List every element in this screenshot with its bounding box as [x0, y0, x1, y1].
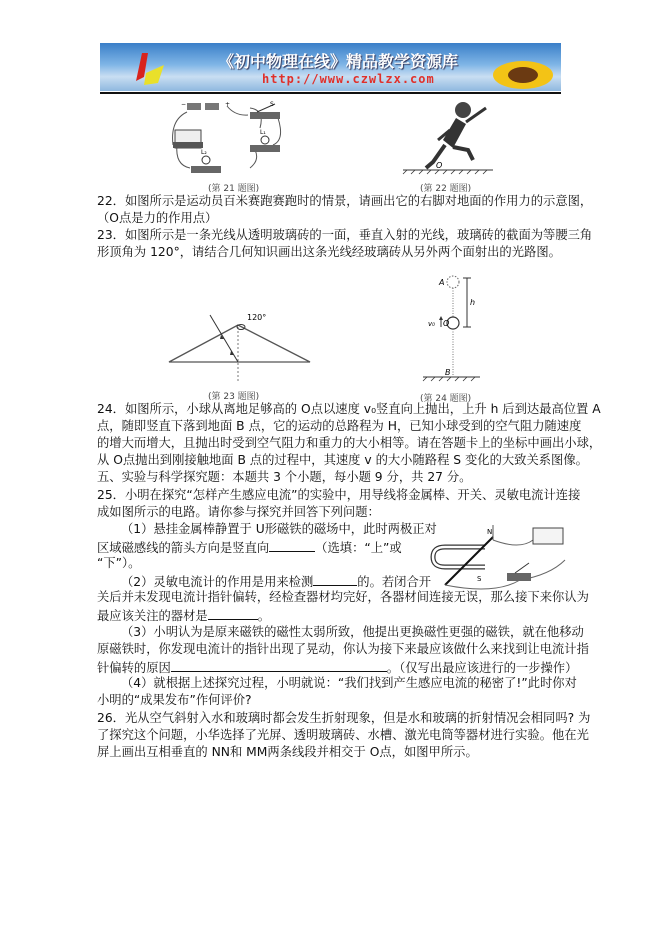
fig22-o: O: [436, 161, 443, 170]
q25-part3-line-2: 原磁铁时，你发现电流计的指针出现了晃动，你认为接下来最应该做什么来找到让电流计指: [97, 642, 589, 656]
q25-part3-text: 针偏转的原因: [97, 661, 171, 675]
fig23-angle: 120°: [247, 313, 267, 322]
fig24-o: O: [443, 319, 450, 328]
q25-part1-line-3: “下”）。: [97, 556, 141, 570]
q24-line-4: 从 O点抛出到刚接触地面 B 点的过程中，其速度 v 的大小随路程 S 变化的大致关系图像。: [97, 453, 588, 467]
q25-line-2: 成如图所示的电路。请你参与探究并回答下列问题：: [97, 505, 380, 519]
section-5-heading: 五、实验与科学探究题：本题共 3 个小题，每小题 9 分，共 27 分。: [97, 470, 472, 484]
q26-line-1: 26．光从空气斜射入水和玻璃时都会发生折射现象，但是水和玻璃的折射情况会相同吗? 为: [97, 711, 591, 725]
figure-25-apparatus: [425, 525, 570, 590]
q22-line-1: 22．如图所示是运动员百米赛跑赛跑时的情景，请画出它的右脚对地面的作用力的示意图，: [97, 194, 593, 208]
fig24-v0: v₀: [428, 320, 435, 328]
q25-line-1: 25．小明在探究“怎样产生感应电流”的实验中，用导线将金属棒、开关、灵敏电流计连接: [97, 488, 581, 502]
banner-title: 《初中物理在线》精品教学资源库: [218, 52, 459, 71]
figure-22-runner: [398, 100, 493, 178]
q25-part2-text: （2）灵敏电流计的作用是用来检测: [121, 575, 314, 589]
q25-part2-line-2: 关后并未发现电流计指针偏转，经检查器材均完好，各器材间连接无误，那么接下来你认为: [97, 590, 589, 604]
q25-part2-text-e: 。: [257, 609, 270, 623]
q24-line-2: 点，随即竖直下落到地面 B 点，它的运动的总路程为 H，已知小球受到的空气阻力随速度: [97, 419, 582, 433]
fig21-minus: −: [181, 101, 187, 108]
q24-line-1: 24．如图所示，小球从离地足够高的 O点以速度 v₀竖直向上抛出，上升 h 后到达最高位置 A: [97, 402, 601, 416]
figure-24-ball: [415, 272, 480, 388]
figure-21-circuit: [165, 100, 290, 178]
q25-part4-line-2: 小明的“成果发布”作何评价?: [97, 693, 252, 707]
fig24-h: h: [470, 298, 476, 307]
answer-blank-2[interactable]: [313, 572, 357, 586]
figure-23-caption: (第 23 题图): [208, 392, 260, 402]
fig24-b: B: [445, 368, 451, 377]
q26-line-2: 了探究这个问题，小华选择了光屏、透明玻璃砖、水槽、激光电筒等器材进行实验。他在光: [97, 728, 589, 742]
q25-part1-line-2: [97, 538, 402, 557]
figure-22-caption: (第 22 题图): [420, 184, 472, 194]
fig25-n: N: [487, 528, 493, 536]
figure-23-prism: [165, 305, 315, 383]
answer-blank-4[interactable]: [171, 658, 387, 672]
fig21-plus: +: [225, 101, 231, 108]
answer-blank-3[interactable]: [208, 606, 258, 620]
header-banner: [100, 43, 561, 91]
q25-part4-line-1: （4）就根据上述探究过程，小明就说：“我们找到产生感应电流的秘密了!”此时你对: [121, 676, 577, 690]
q25-part2-text-b: 的。若闭合开: [357, 575, 432, 589]
banner-url[interactable]: http://www.czwlzx.com: [262, 72, 435, 86]
q24-line-3: 的增大而增大，且抛出时受到空气阻力和重力的大小相等。请在答题卡上的坐标中画出小球，: [97, 436, 602, 450]
q25-part1-options: （选填：“上”或: [315, 541, 402, 555]
figure-21-caption: (第 21 题图): [208, 184, 260, 194]
answer-blank-1[interactable]: [269, 538, 315, 552]
figure-24-caption: (第 24 题图): [420, 394, 472, 404]
logo-icon: [132, 51, 166, 87]
q25-part2-text-d: 最应该关注的器材是: [97, 609, 208, 623]
fig21-l2: L₂: [201, 149, 207, 156]
fig21-s: S: [270, 101, 274, 108]
fig24-a: A: [439, 278, 445, 287]
q25-part1-text: 区域磁感线的箭头方向是竖直向: [97, 541, 270, 555]
fig25-s: S: [477, 575, 482, 583]
q23-line-1: 23．如图所示是一条光线从透明玻璃砖的一面，垂直入射的光线，玻璃砖的截面为等腰三角: [97, 228, 593, 242]
q25-part2-line-3: [97, 606, 270, 625]
q22-line-2: （O点是力的作用点）: [97, 211, 218, 225]
q25-part3-text-d: 。（仅写出最应该进行的一步操作）: [386, 661, 578, 675]
q26-line-3: 屏上画出互相垂直的 NN和 MM两条线段并相交于 O点，如图甲所示。: [97, 745, 478, 759]
fig21-l1: L₁: [260, 129, 266, 136]
sunflower-image: [492, 55, 554, 91]
q25-part1-line-1: （1）悬挂金属棒静置于 U形磁铁的磁场中，此时两极正对: [121, 522, 437, 536]
header-divider: [100, 92, 561, 94]
q25-part3-line-1: （3）小明认为是原来磁铁的磁性太弱所致，他提出更换磁性更强的磁铁，就在他移动: [121, 625, 584, 639]
q23-line-2: 形顶角为 120°，请结合几何知识画出这条光线经玻璃砖从另外两个面射出的光路图。: [97, 245, 561, 259]
